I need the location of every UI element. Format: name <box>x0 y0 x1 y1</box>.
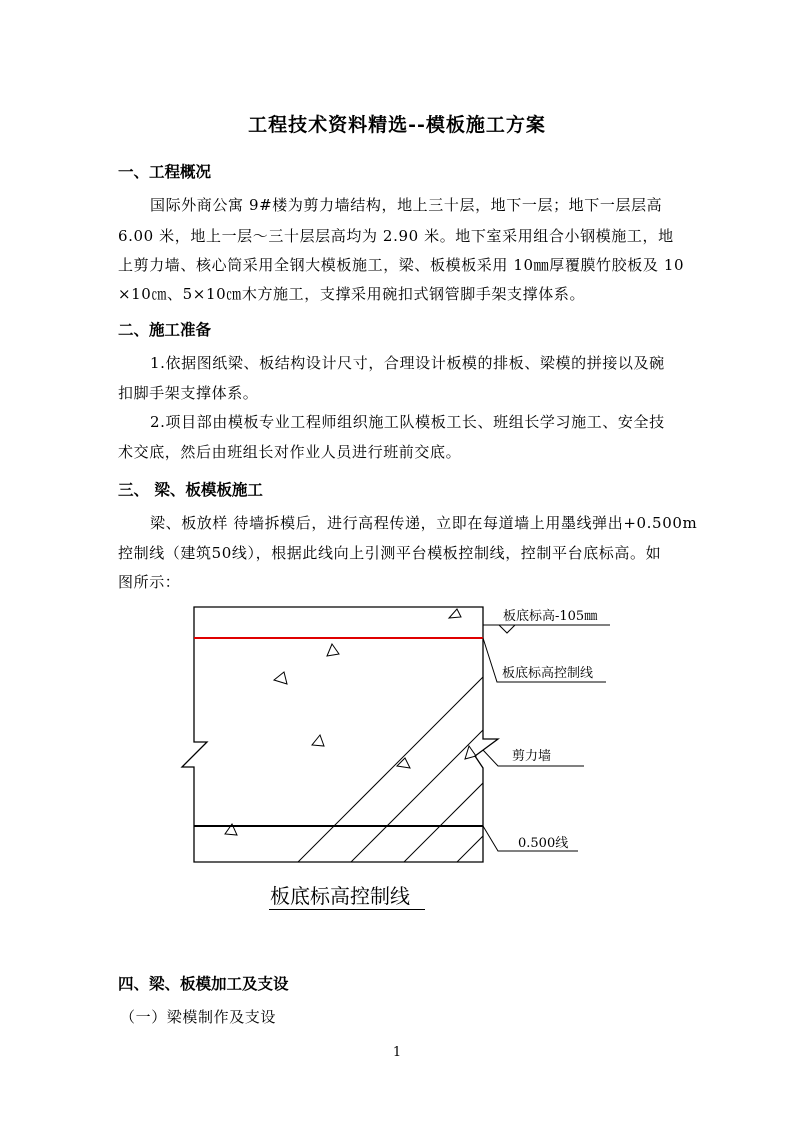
sec3-line-3: 图所示： <box>118 573 181 591</box>
sec3-line-1: 梁、板放样 待墙拆模后，进行高程传递，立即在每道墙上用墨线弹出+0.500m <box>150 514 698 532</box>
sec1-line-1: 国际外商公寓 9#楼为剪力墙结构，地上三十层，地下一层；地下一层层高 <box>150 196 663 214</box>
elevation-marker <box>499 625 515 633</box>
figure-caption: 板底标高控制线 <box>270 884 410 908</box>
shear-wall-label: 剪力墙 <box>512 749 552 764</box>
hatch-line <box>496 596 620 876</box>
page-title: 工程技术资料精选--模板施工方案 <box>248 114 546 136</box>
section-1-heading: 一、工程概况 <box>118 162 212 181</box>
top-elevation-label: 板底标高-105㎜ <box>503 609 598 624</box>
sec1-line-4: ×10㎝、5×10㎝木方施工，支撑采用碗扣式钢管脚手架支撑体系。 <box>118 285 586 303</box>
sec2-line-2: 扣脚手架支撑体系。 <box>118 384 259 402</box>
hatch-line <box>549 596 620 876</box>
section-3-heading: 三、 梁、板模板施工 <box>118 480 263 499</box>
shear-wall-outline <box>182 607 498 862</box>
line-500-label: 0.500线 <box>518 836 569 851</box>
sec1-line-3: 上剪力墙、核心筒采用全钢大模板施工，梁、板模板采用 10㎜厚覆膜竹胶板及 10 <box>118 256 685 274</box>
section-4-subheading: （一）梁模制作及支设 <box>120 1008 277 1026</box>
sec2-line-3: 2.项目部由模板专业工程师组织施工队模板工长、班组长学习施工、安全技 <box>150 413 665 431</box>
sec3-line-2: 控制线（建筑50线），根据此线向上引测平台模板控制线，控制平台底标高。如 <box>118 544 662 562</box>
caption-underline <box>269 909 425 910</box>
control-line-label: 板底标高控制线 <box>502 666 594 681</box>
elevation-diagram <box>170 596 620 876</box>
sec2-line-1: 1.依据图纸梁、板结构设计尺寸，合理设计板模的排板、梁模的拼接以及碗 <box>150 354 665 372</box>
hatch-line <box>602 596 620 876</box>
page-number: 1 <box>392 1045 402 1060</box>
sec1-line-2: 6.00 米，地上一层～三十层层高均为 2.90 米。地下室采用组合小钢模施工，地 <box>118 227 674 245</box>
sec2-line-4: 术交底，然后由班组长对作业人员进行班前交底。 <box>118 443 462 461</box>
section-4-heading: 四、梁、板模加工及支设 <box>118 974 289 993</box>
section-2-heading: 二、施工准备 <box>118 320 212 339</box>
